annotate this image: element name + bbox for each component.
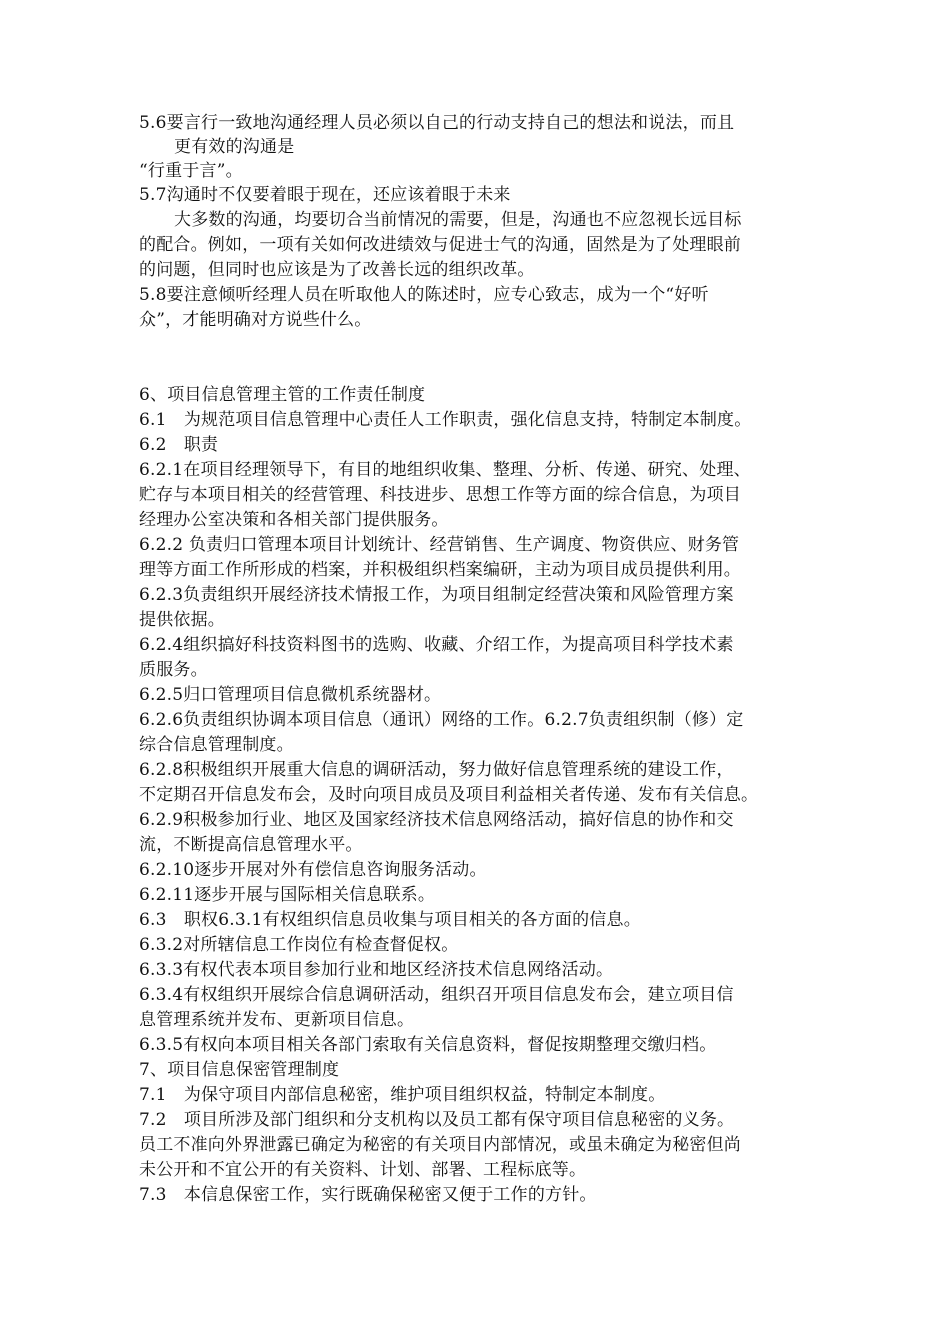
text-line: 5.8要注意倾听经理人员在听取他人的陈述时，应专心致志，成为一个“好听 [139, 285, 709, 305]
text-line: 6.3.2对所辖信息工作岗位有检查督促权。 [139, 935, 459, 955]
section-heading: 6、项目信息管理主管的工作责任制度 [139, 385, 426, 405]
text-line: 6.2.4组织搞好科技资料图书的选购、收藏、介绍工作，为提高项目科学技术素 [139, 635, 734, 655]
text-line: 经理办公室决策和各相关部门提供服务。 [139, 510, 449, 530]
text-line: 6.2.10逐步开展对外有偿信息咨询服务活动。 [139, 860, 487, 880]
text-line: 的问题，但同时也应该是为了改善长远的组织改革。 [139, 260, 535, 280]
text-line: 众”，才能明确对方说些什么。 [139, 310, 372, 330]
text-line: 息管理系统并发布、更新项目信息。 [139, 1010, 415, 1030]
text-line: 6.3.4有权组织开展综合信息调研活动，组织召开项目信息发布会，建立项目信 [139, 985, 734, 1005]
text-line: 6.2.11逐步开展与国际相关信息联系。 [139, 885, 436, 905]
text-line: 6.2.6负责组织协调本项目信息（通讯）网络的工作。6.2.7负责组织制（修）定 [139, 710, 744, 730]
text-line: 6.3.5有权向本项目相关各部门索取有关信息资料，督促按期整理交缴归档。 [139, 1035, 717, 1055]
text-line: 6.2.3负责组织开展经济技术情报工作，为项目组制定经营决策和风险管理方案 [139, 585, 734, 605]
text-line: 6.1 为规范项目信息管理中心责任人工作职责，强化信息支持，特制定本制度。 [139, 410, 752, 430]
text-line: 5.6要言行一致地沟通经理人员必须以自己的行动支持自己的想法和说法，而且 [139, 113, 735, 133]
text-line: 提供依据。 [139, 610, 225, 630]
text-line: 理等方面工作所形成的档案，并积极组织档案编研，主动为项目成员提供利用。 [139, 560, 741, 580]
text-line: 6.2.5归口管理项目信息微机系统器材。 [139, 685, 442, 705]
text-line: 更有效的沟通是 [174, 137, 295, 157]
text-line: 6.2.1在项目经理领导下，有目的地组织收集、整理、分析、传递、研究、处理、 [139, 460, 751, 480]
text-line: 6.2.8积极组织开展重大信息的调研活动，努力做好信息管理系统的建设工作， [139, 760, 734, 780]
text-line: 的配合。例如，一项有关如何改进绩效与促进士气的沟通，固然是为了处理眼前 [139, 235, 741, 255]
text-line: 质服务。 [139, 660, 208, 680]
text-line: 7.3 本信息保密工作，实行既确保秘密又便于工作的方针。 [139, 1185, 597, 1205]
text-line: 贮存与本项目相关的经营管理、科技进步、思想工作等方面的综合信息，为项目 [139, 485, 741, 505]
text-line: 大多数的沟通，均要切合当前情况的需要，但是，沟通也不应忽视长远目标 [174, 210, 742, 230]
text-line: “行重于言”。 [139, 161, 243, 181]
text-line: 7.1 为保守项目内部信息秘密，维护项目组织权益，特制定本制度。 [139, 1085, 666, 1105]
section-heading: 7、项目信息保密管理制度 [139, 1060, 340, 1080]
text-line: 流，不断提高信息管理水平。 [139, 835, 363, 855]
text-line: 6.2.2 负责归口管理本项目计划统计、经营销售、生产调度、物资供应、财务管 [139, 535, 740, 555]
text-line: 未公开和不宜公开的有关资料、计划、部署、工程标底等。 [139, 1160, 587, 1180]
text-line: 员工不准向外界泄露已确定为秘密的有关项目内部情况，或虽未确定为秘密但尚 [139, 1135, 741, 1155]
text-line: 6.2 职责 [139, 435, 219, 455]
text-line: 综合信息管理制度。 [139, 735, 294, 755]
text-line: 不定期召开信息发布会，及时向项目成员及项目利益相关者传递、发布有关信息。 [139, 785, 759, 805]
text-line: 6.3.3有权代表本项目参加行业和地区经济技术信息网络活动。 [139, 960, 614, 980]
text-line: 5.7沟通时不仅要着眼于现在，还应该着眼于未来 [139, 185, 511, 205]
text-line: 7.2 项目所涉及部门组织和分支机构以及员工都有保守项目信息秘密的义务。 [139, 1110, 735, 1130]
text-line: 6.3 职权6.3.1有权组织信息员收集与项目相关的各方面的信息。 [139, 910, 641, 930]
text-line: 6.2.9积极参加行业、地区及国家经济技术信息网络活动，搞好信息的协作和交 [139, 810, 734, 830]
